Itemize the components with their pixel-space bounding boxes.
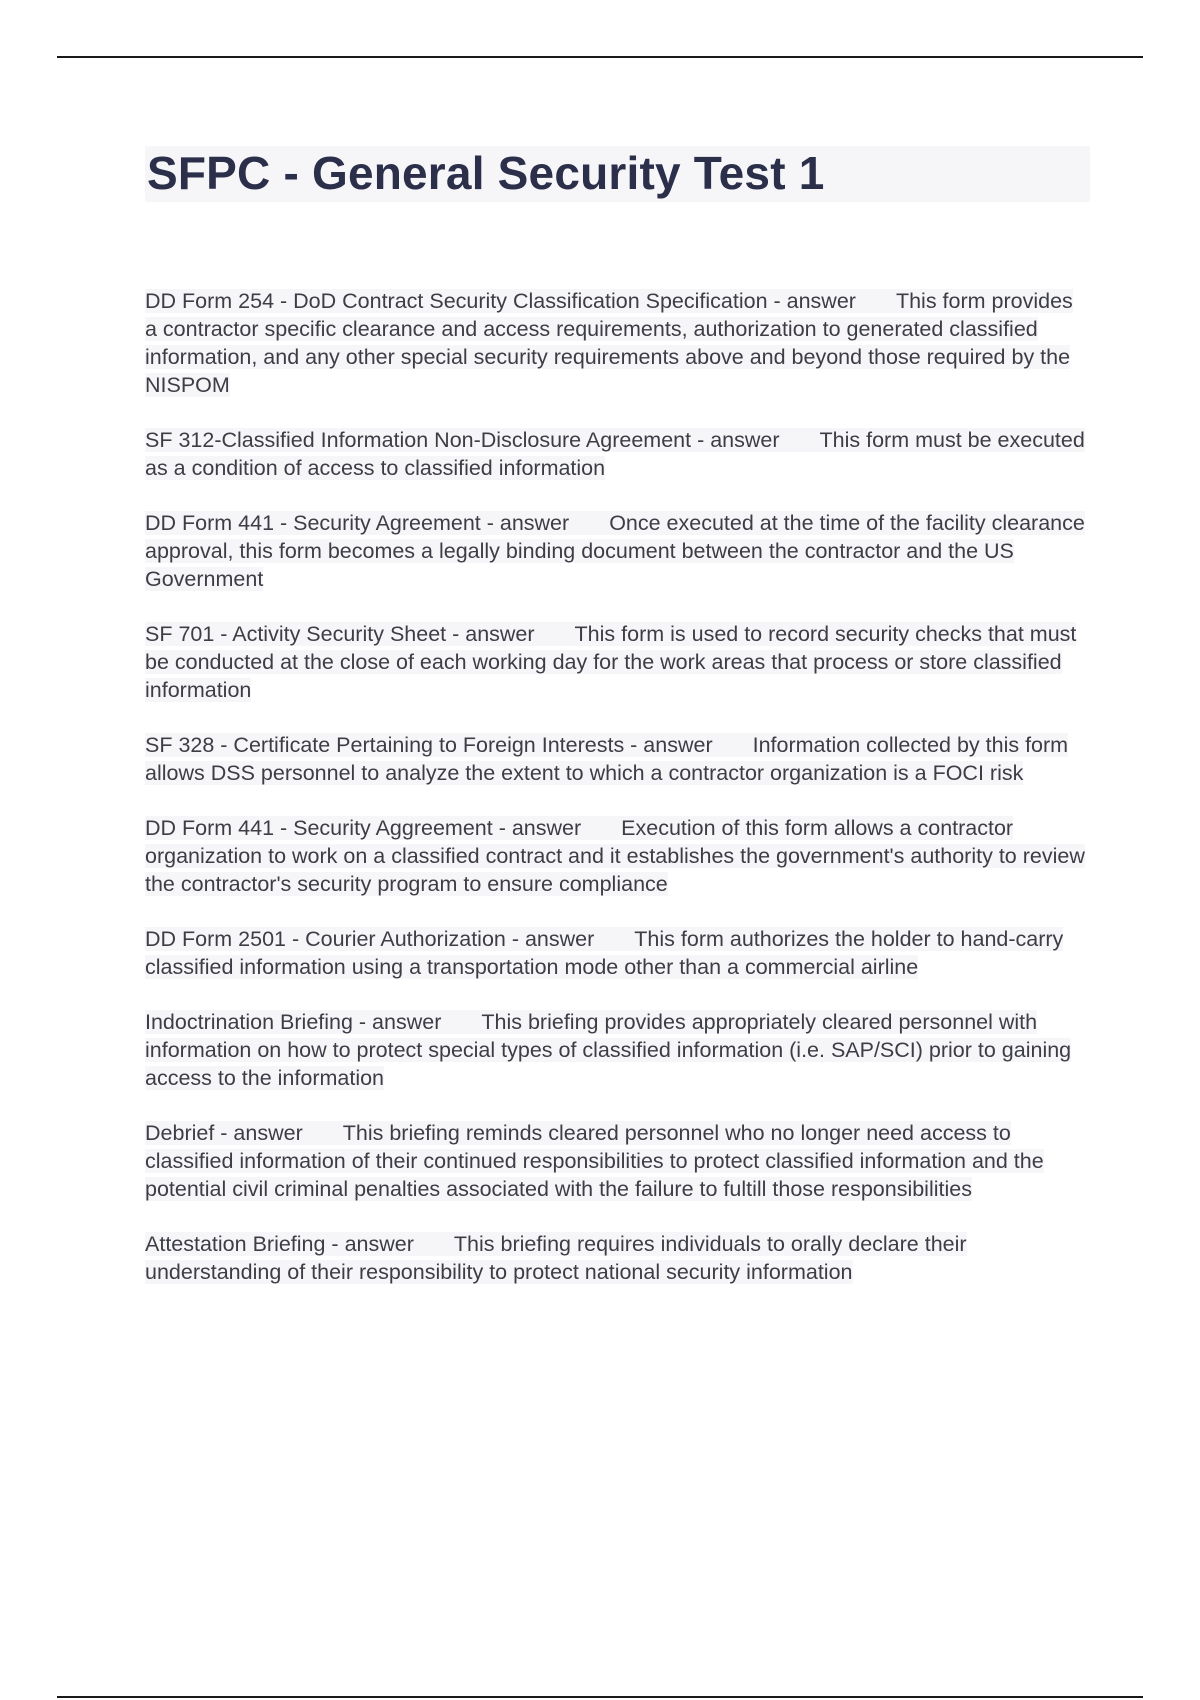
- flashcard-entry: [145, 814, 1090, 898]
- flashcard-term: DD Form 441 - Security Aggreement - answer: [145, 816, 582, 840]
- flashcard-term: DD Form 2501 - Courier Authorization - answer: [145, 927, 595, 951]
- flashcard-definition: This form must be executed as a condition of access to classified information: [145, 428, 1085, 480]
- flashcard-definition: Execution of this form allows a contractor organization to work on a classified contract and it establishes the government's authority to review the contractor's security program to ensure compliance: [145, 816, 1085, 896]
- flashcard-term: DD Form 441 - Security Agreement - answer: [145, 511, 570, 535]
- flashcard-term: Attestation Briefing - answer: [145, 1232, 414, 1256]
- flashcard-entry: [145, 1008, 1090, 1092]
- flashcard-definition: This briefing reminds cleared personnel who no longer need access to classified information of their continued responsibilities to protect classified information and the potential civil criminal penalties associated with the failure to fultill those responsibilities: [145, 1121, 1044, 1201]
- document-body: [145, 146, 1090, 1313]
- flashcard-entry: [145, 1230, 1090, 1286]
- flashcard-definition: This briefing provides appropriately cleared personnel with information on how to protect special types of classified information (i.e. SAP/SCI) prior to gaining access to the information: [145, 1010, 1072, 1090]
- flashcard-definition: Once executed at the time of the facility clearance approval, this form becomes a legally binding document between the contractor and the US Government: [145, 511, 1085, 591]
- flashcard-entry: [145, 620, 1090, 704]
- flashcard-definition: This form provides a contractor specific clearance and access requirements, authorization to generated classified information, and any other special security requirements above and beyond those required by the NISPOM: [145, 289, 1073, 397]
- flashcard-term: SF 701 - Activity Security Sheet - answer: [145, 622, 535, 646]
- flashcard-entry: [145, 1119, 1090, 1203]
- flashcard-term: Debrief - answer: [145, 1121, 303, 1145]
- flashcard-definition: This form authorizes the holder to hand-carry classified information using a transportation mode other than a commercial airline: [145, 927, 1064, 979]
- flashcard-entry: [145, 426, 1090, 482]
- flashcard-definition: This briefing requires individuals to orally declare their understanding of their responsibility to protect national security information: [145, 1232, 967, 1284]
- flashcard-entry: [145, 925, 1090, 981]
- flashcard-term: Indoctrination Briefing - answer: [145, 1010, 442, 1034]
- flashcard-list: [145, 287, 1090, 1286]
- flashcard-term: SF 312-Classified Information Non-Disclosure Agreement - answer: [145, 428, 780, 452]
- bottom-rule: [57, 1696, 1143, 1698]
- document-title: SFPC - General Security Test 1: [145, 146, 1090, 202]
- flashcard-entry: [145, 509, 1090, 593]
- flashcard-entry: [145, 731, 1090, 787]
- flashcard-term: DD Form 254 - DoD Contract Security Classification Specification - answer: [145, 289, 856, 313]
- flashcard-entry: [145, 287, 1090, 399]
- flashcard-term: SF 328 - Certificate Pertaining to Foreign Interests - answer: [145, 733, 713, 757]
- flashcard-definition: This form is used to record security checks that must be conducted at the close of each working day for the work areas that process or store classified information: [145, 622, 1077, 702]
- top-rule: [57, 56, 1143, 58]
- flashcard-definition: Information collected by this form allows DSS personnel to analyze the extent to which a contractor organization is a FOCI risk: [145, 733, 1069, 785]
